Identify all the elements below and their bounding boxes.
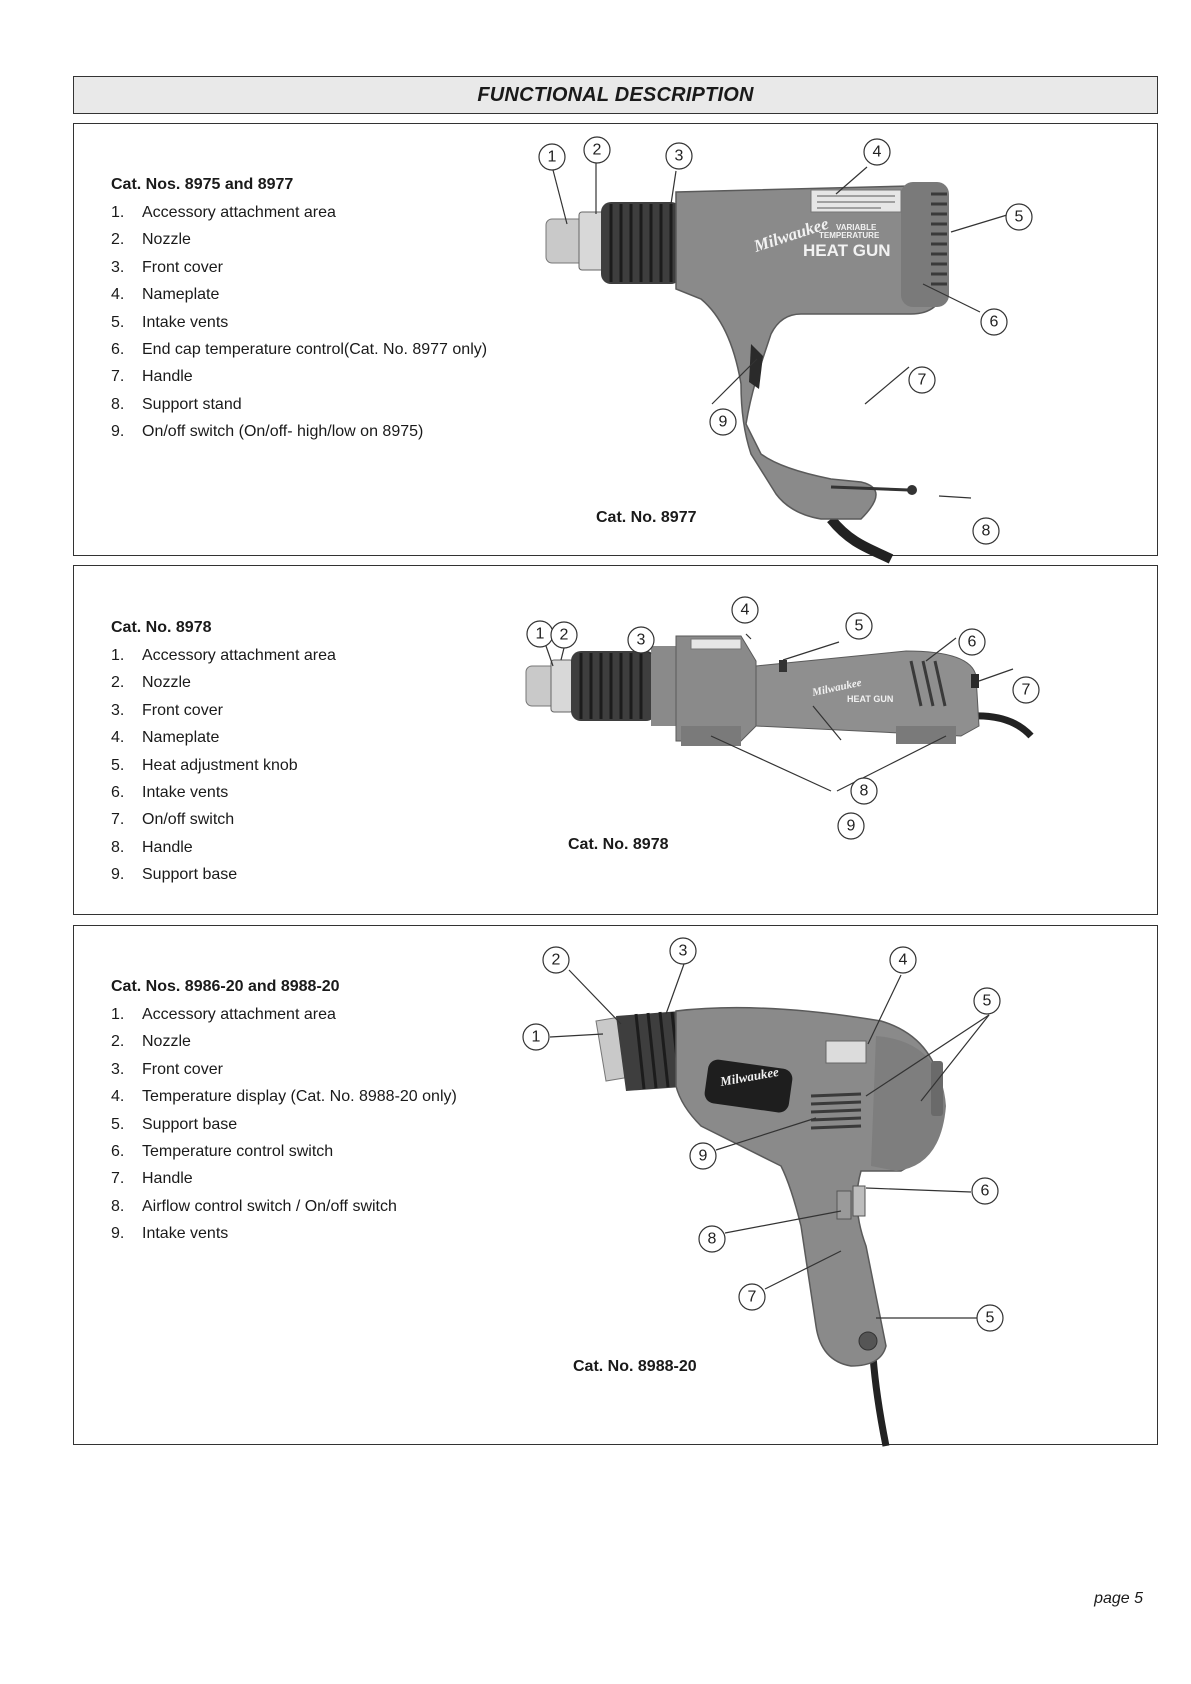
callout-5 (1006, 204, 1032, 230)
callout-4 (890, 947, 916, 973)
callout-6 (959, 629, 985, 655)
callout-8 (973, 518, 999, 544)
section-header (73, 76, 1158, 114)
list-item: 5. Support base (111, 1115, 238, 1133)
callout-1 (527, 621, 553, 647)
list-item: 8. Airflow control switch / On/off switch (111, 1197, 397, 1215)
svg-text:9: 9 (718, 413, 728, 431)
list-item: 6. End cap temperature control(Cat. No. 8977 only) (111, 340, 488, 358)
svg-text:HEAT GUN: HEAT GUN (847, 694, 894, 704)
list-item: 9. On/off switch (On/off- high/low on 8975) (111, 423, 424, 441)
callout-2 (551, 622, 577, 648)
svg-text:7: 7 (747, 1288, 757, 1306)
parts-list (111, 199, 487, 446)
list-item: 3. Front cover (111, 258, 223, 276)
svg-text:1: 1 (531, 1028, 541, 1046)
callout-3 (670, 938, 696, 964)
heat-gun-8978-illustration (501, 566, 1101, 916)
callout-2 (543, 947, 569, 973)
svg-text:3: 3 (636, 631, 646, 649)
list-item: 6. Temperature control switch (111, 1142, 334, 1160)
parts-list (111, 642, 336, 889)
callout-9 (690, 1143, 716, 1169)
callout-3 (628, 627, 654, 653)
list-item: 2. Nozzle (111, 674, 191, 692)
figure-caption: Cat. No. 8978 (568, 836, 669, 853)
svg-text:HEAT GUN: HEAT GUN (803, 241, 891, 260)
page-number: page 5 (1094, 1590, 1143, 1607)
callout-2 (584, 137, 610, 163)
svg-text:2: 2 (559, 626, 569, 644)
brand-logo: Milwaukee (811, 676, 863, 699)
list-item: 3. Front cover (111, 1060, 223, 1078)
panel-title: Cat. Nos. 8986-20 and 8988-20 (111, 978, 340, 995)
panel-8978 (73, 565, 1158, 915)
svg-text:TEMPERATURE: TEMPERATURE (819, 231, 880, 240)
callout-3 (666, 143, 692, 169)
svg-text:7: 7 (917, 371, 927, 389)
list-item: 4. Temperature display (Cat. No. 8988-20 only) (111, 1088, 457, 1106)
callout-6 (981, 309, 1007, 335)
callout-4 (732, 597, 758, 623)
list-item: 8. Handle (111, 838, 193, 856)
list-item: 5. Intake vents (111, 313, 229, 331)
svg-text:6: 6 (967, 633, 977, 651)
list-item: 5. Heat adjustment knob (111, 756, 298, 774)
svg-text:1: 1 (547, 148, 557, 166)
svg-text:5: 5 (1014, 208, 1024, 226)
svg-text:8: 8 (707, 1230, 717, 1248)
list-item: 7. Handle (111, 368, 193, 386)
callout-6 (972, 1178, 998, 1204)
figure-caption: Cat. No. 8977 (596, 509, 697, 526)
figure-caption: Cat. No. 8988-20 (573, 1358, 697, 1375)
list-item: 1. Accessory attachment area (111, 1006, 336, 1023)
page-title: FUNCTIONAL DESCRIPTION (477, 83, 754, 106)
svg-text:8: 8 (981, 522, 991, 540)
list-item: 4. Nameplate (111, 286, 220, 304)
svg-text:2: 2 (551, 951, 561, 969)
svg-text:1: 1 (535, 625, 545, 643)
svg-text:6: 6 (980, 1182, 990, 1200)
svg-text:4: 4 (872, 143, 882, 161)
svg-text:VARIABLE: VARIABLE (836, 223, 877, 232)
brand-logo: Milwaukee (751, 213, 831, 256)
panel-title: Cat. Nos. 8975 and 8977 (111, 176, 294, 193)
parts-list (111, 1001, 457, 1248)
panel-title: Cat. No. 8978 (111, 619, 212, 636)
svg-text:7: 7 (1021, 681, 1031, 699)
svg-text:9: 9 (846, 817, 856, 835)
svg-text:5: 5 (982, 992, 992, 1010)
callout-5b (977, 1305, 1003, 1331)
callout-7 (739, 1284, 765, 1310)
heat-gun-8977-illustration (501, 124, 1101, 557)
list-item: 9. Support base (111, 866, 238, 884)
svg-text:2: 2 (592, 141, 602, 159)
svg-text:8: 8 (859, 782, 869, 800)
svg-text:4: 4 (740, 601, 750, 619)
svg-text:6: 6 (989, 313, 999, 331)
list-item: 7. Handle (111, 1170, 193, 1188)
callout-5 (846, 613, 872, 639)
callout-5 (974, 988, 1000, 1014)
callout-4 (864, 139, 890, 165)
callout-1 (523, 1024, 549, 1050)
callout-9 (710, 409, 736, 435)
svg-text:9: 9 (698, 1147, 708, 1165)
list-item: 8. Support stand (111, 395, 242, 413)
list-item: 2. Nozzle (111, 1033, 191, 1051)
list-item: 2. Nozzle (111, 231, 191, 249)
callout-1 (539, 144, 565, 170)
callout-7 (909, 367, 935, 393)
list-item: 3. Front cover (111, 701, 223, 719)
panel-8986-8988 (73, 925, 1158, 1445)
callout-8 (699, 1226, 725, 1252)
svg-text:3: 3 (674, 147, 684, 165)
svg-text:5: 5 (985, 1309, 995, 1327)
list-item: 9. Intake vents (111, 1225, 229, 1243)
svg-text:3: 3 (678, 942, 688, 960)
list-item: 4. Nameplate (111, 729, 220, 747)
svg-text:4: 4 (898, 951, 908, 969)
callout-9 (838, 813, 864, 839)
callout-8 (851, 778, 877, 804)
list-item: 6. Intake vents (111, 783, 229, 801)
list-item: 1. Accessory attachment area (111, 204, 336, 221)
brand-logo: Milwaukee (718, 1063, 780, 1089)
svg-text:5: 5 (854, 617, 864, 635)
list-item: 1. Accessory attachment area (111, 647, 336, 664)
list-item: 7. On/off switch (111, 811, 235, 829)
panel-8975-8977 (73, 123, 1158, 556)
callout-7 (1013, 677, 1039, 703)
